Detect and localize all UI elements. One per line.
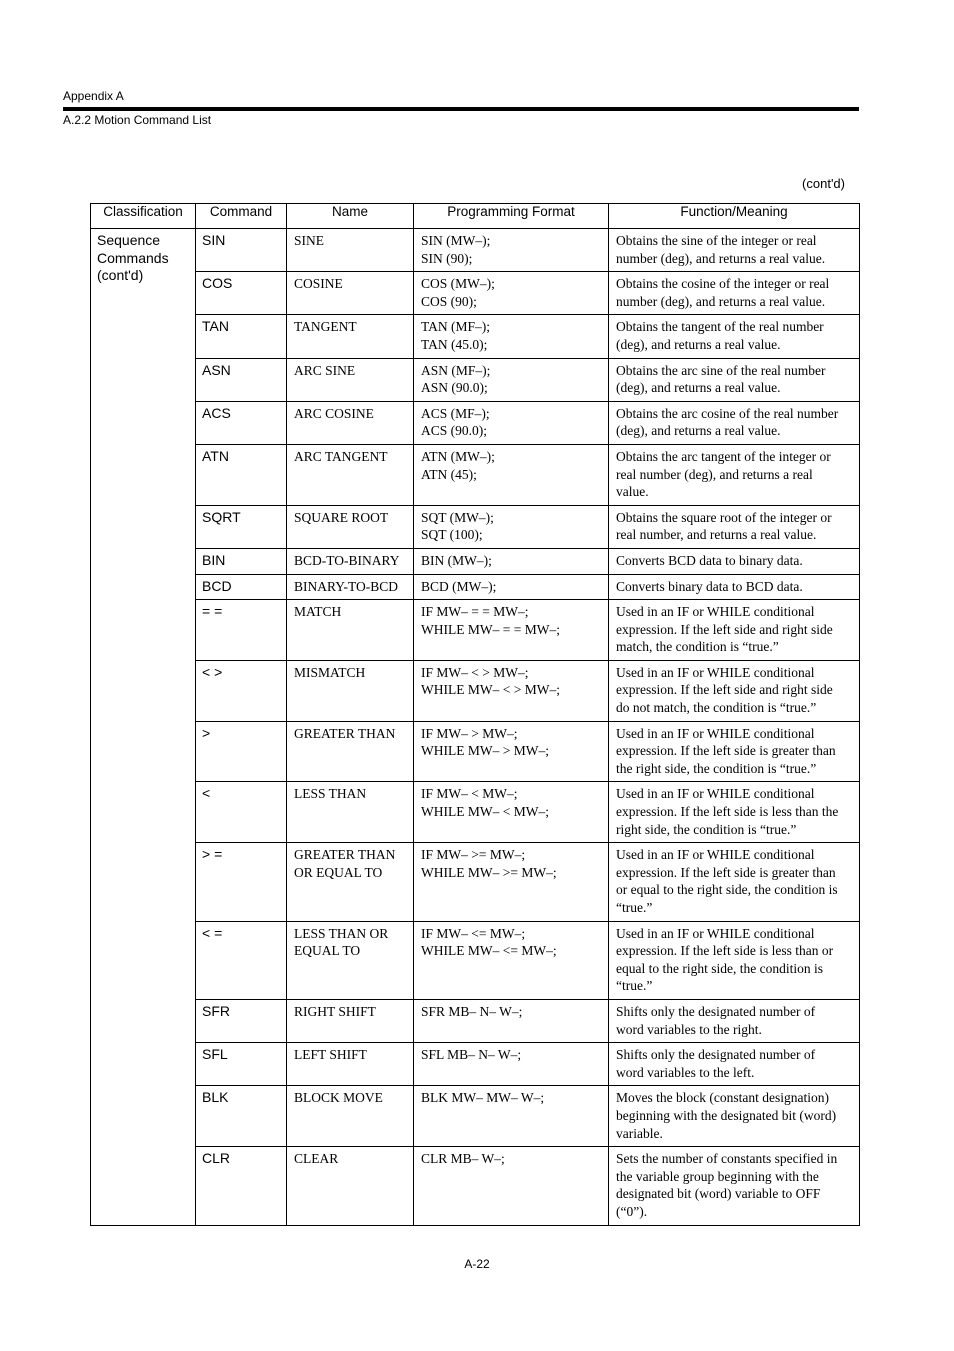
table-row	[91, 401, 860, 444]
cell-line: MISMATCH	[294, 664, 366, 680]
cell-line: GREATER THAN	[294, 725, 396, 741]
name-cell	[287, 358, 414, 401]
continued-label: (cont'd)	[802, 176, 845, 191]
command-cell: = =	[196, 600, 287, 661]
format-cell	[414, 444, 609, 505]
cell-line: WHILE MW– <= MW–;	[421, 943, 557, 959]
cell-line: Obtains the arc sine of the real number	[616, 362, 826, 378]
format-cell	[414, 505, 609, 548]
format-cell	[414, 315, 609, 358]
table-row	[91, 660, 860, 721]
cell-line: do not match, the condition is “true.”	[616, 700, 817, 716]
cell-line: the variable group beginning with the	[616, 1168, 819, 1184]
function-cell	[609, 721, 860, 782]
cell-line: Moves the block (constant designation)	[616, 1090, 829, 1106]
cell-line: BCD-TO-BINARY	[294, 552, 400, 568]
cell-line: WHILE MW– = = MW–;	[421, 621, 560, 637]
function-cell	[609, 444, 860, 505]
name-cell	[287, 401, 414, 444]
cell-line: BIN (MW–);	[421, 552, 492, 568]
cell-line: (deg), and returns a real value.	[616, 380, 781, 396]
cell-line: WHILE MW– > MW–;	[421, 743, 549, 759]
cell-line: (deg), and returns a real value.	[616, 423, 781, 439]
cell-line: Sequence	[97, 232, 161, 248]
cell-line: expression. If the left side and right side	[616, 682, 833, 698]
table-row	[91, 574, 860, 600]
table-row	[91, 721, 860, 782]
cell-line: ACS (MF–);	[421, 405, 490, 421]
cell-line: Converts binary data to BCD data.	[616, 578, 803, 594]
cell-line: TANGENT	[294, 319, 357, 335]
function-cell	[609, 600, 860, 661]
cell-line: TAN (45.0);	[421, 336, 488, 352]
cell-line: ASN (90.0);	[421, 380, 488, 396]
name-cell	[287, 505, 414, 548]
cell-line: MATCH	[294, 604, 342, 620]
command-cell: CLR	[196, 1147, 287, 1225]
cell-line: WHILE MW– >= MW–;	[421, 864, 557, 880]
table-row	[91, 600, 860, 661]
cell-line: COS (90);	[421, 293, 477, 309]
function-cell	[609, 1043, 860, 1086]
cell-line: Obtains the cosine of the integer or real	[616, 276, 830, 292]
cell-line: BINARY-TO-BCD	[294, 578, 399, 594]
function-cell	[609, 1086, 860, 1147]
command-cell: < =	[196, 921, 287, 999]
cell-line: or equal to the right side, the condition is	[616, 882, 838, 898]
cell-line: Commands	[97, 249, 169, 266]
cell-line: word variables to the left.	[616, 1064, 755, 1080]
cell-line: COS (MW–);	[421, 276, 495, 292]
command-cell: BLK	[196, 1086, 287, 1147]
cell-line: SFL MB– N– W–;	[421, 1047, 522, 1063]
format-cell	[414, 660, 609, 721]
cell-line: beginning with the designated bit (word)	[616, 1107, 837, 1123]
function-cell	[609, 999, 860, 1042]
function-cell	[609, 782, 860, 843]
command-cell: SQRT	[196, 505, 287, 548]
format-cell	[414, 548, 609, 574]
function-cell	[609, 1147, 860, 1225]
cell-line: IF MW– > MW–;	[421, 725, 518, 741]
cell-line: value.	[616, 484, 649, 500]
cell-line: real number, and returns a real value.	[616, 527, 817, 543]
format-cell	[414, 721, 609, 782]
table-row	[91, 229, 860, 272]
cell-line: designated bit (word) variable to OFF	[616, 1186, 821, 1202]
cell-line: Obtains the arc tangent of the integer or	[616, 448, 831, 464]
name-cell	[287, 1147, 414, 1225]
format-cell	[414, 782, 609, 843]
cell-line: SFR MB– N– W–;	[421, 1003, 523, 1019]
cell-line: expression. If the left side is less than or	[616, 943, 834, 959]
name-cell	[287, 315, 414, 358]
cell-line: SIN (90);	[421, 250, 473, 266]
table-row	[91, 505, 860, 548]
name-cell	[287, 229, 414, 272]
table-row	[91, 1147, 860, 1225]
cell-line: CLR MB– W–;	[421, 1151, 505, 1167]
cell-line: IF MW– >= MW–;	[421, 847, 526, 863]
table-row	[91, 358, 860, 401]
format-cell	[414, 999, 609, 1042]
command-cell: <	[196, 782, 287, 843]
name-cell	[287, 444, 414, 505]
cell-line: (deg), and returns a real value.	[616, 336, 781, 352]
cell-line: SQT (100);	[421, 527, 483, 543]
name-cell	[287, 1086, 414, 1147]
cell-line: “true.”	[616, 978, 653, 994]
command-cell: < >	[196, 660, 287, 721]
command-cell: SFR	[196, 999, 287, 1042]
format-cell	[414, 1147, 609, 1225]
cell-line: WHILE MW– < > MW–;	[421, 682, 560, 698]
cell-line: Used in an IF or WHILE conditional	[616, 664, 815, 680]
cell-line: Used in an IF or WHILE conditional	[616, 604, 815, 620]
cell-line: Shifts only the designated number of	[616, 1003, 816, 1019]
cell-line: SQUARE ROOT	[294, 509, 389, 525]
cell-line: IF MW– = = MW–;	[421, 604, 529, 620]
cell-line: Used in an IF or WHILE conditional	[616, 925, 815, 941]
format-cell	[414, 229, 609, 272]
header-rule	[63, 107, 859, 111]
command-cell: COS	[196, 272, 287, 315]
command-cell: TAN	[196, 315, 287, 358]
cell-line: Obtains the tangent of the real number	[616, 319, 824, 335]
command-cell: > =	[196, 843, 287, 921]
cell-line: Used in an IF or WHILE conditional	[616, 847, 815, 863]
cell-line: ARC COSINE	[294, 405, 374, 421]
function-cell	[609, 548, 860, 574]
cell-line: BLOCK MOVE	[294, 1090, 383, 1106]
column-header-function-meaning: Function/Meaning	[609, 204, 860, 229]
command-cell: BCD	[196, 574, 287, 600]
cell-line: ARC SINE	[294, 362, 356, 378]
cell-line: number (deg), and returns a real value.	[616, 293, 826, 309]
table-row	[91, 315, 860, 358]
cell-line: Sets the number of constants specified in	[616, 1151, 838, 1167]
name-cell	[287, 600, 414, 661]
function-cell	[609, 229, 860, 272]
cell-line: ATN (MW–);	[421, 448, 495, 464]
name-cell	[287, 921, 414, 999]
format-cell	[414, 358, 609, 401]
cell-line: match, the condition is “true.”	[616, 639, 779, 655]
table-row	[91, 272, 860, 315]
function-cell	[609, 843, 860, 921]
classification-cell	[91, 229, 196, 1226]
cell-line: WHILE MW– < MW–;	[421, 804, 549, 820]
cell-line: Used in an IF or WHILE conditional	[616, 725, 815, 741]
name-cell	[287, 660, 414, 721]
cell-line: IF MW– < > MW–;	[421, 664, 529, 680]
command-cell: SIN	[196, 229, 287, 272]
cell-line: equal to the right side, the condition is	[616, 960, 823, 976]
cell-line: EQUAL TO	[294, 943, 361, 959]
name-cell	[287, 999, 414, 1042]
command-cell: >	[196, 721, 287, 782]
cell-line: Obtains the arc cosine of the real number	[616, 405, 839, 421]
table-row	[91, 921, 860, 999]
cell-line: OR EQUAL TO	[294, 864, 383, 880]
cell-line: number (deg), and returns a real value.	[616, 250, 826, 266]
cell-line: SQT (MW–);	[421, 509, 494, 525]
cell-line: TAN (MF–);	[421, 319, 491, 335]
function-cell	[609, 505, 860, 548]
cell-line: CLEAR	[294, 1151, 339, 1167]
column-header-classification: Classification	[91, 204, 196, 229]
format-cell	[414, 574, 609, 600]
cell-line: Obtains the square root of the integer or	[616, 509, 832, 525]
cell-line: LESS THAN	[294, 786, 367, 802]
page-number: A-22	[464, 1257, 490, 1271]
cell-line: BLK MW– MW– W–;	[421, 1090, 545, 1106]
cell-line: (cont'd)	[97, 267, 144, 284]
function-cell	[609, 921, 860, 999]
table-row	[91, 1043, 860, 1086]
function-cell	[609, 358, 860, 401]
name-cell	[287, 272, 414, 315]
function-cell	[609, 315, 860, 358]
column-header-programming-format: Programming Format	[414, 204, 609, 229]
table-row	[91, 548, 860, 574]
cell-line: ATN (45);	[421, 466, 477, 482]
table-row	[91, 843, 860, 921]
format-cell	[414, 600, 609, 661]
cell-line: ACS (90.0);	[421, 423, 488, 439]
function-cell	[609, 401, 860, 444]
cell-line: BCD (MW–);	[421, 578, 497, 594]
function-cell	[609, 574, 860, 600]
name-cell	[287, 721, 414, 782]
format-cell	[414, 401, 609, 444]
cell-line: ASN (MF–);	[421, 362, 491, 378]
command-cell: SFL	[196, 1043, 287, 1086]
format-cell	[414, 1043, 609, 1086]
format-cell	[414, 1086, 609, 1147]
cell-line: expression. If the left side and right side	[616, 621, 833, 637]
command-cell: ACS	[196, 401, 287, 444]
cell-line: RIGHT SHIFT	[294, 1003, 376, 1019]
section-header: Appendix A	[63, 89, 124, 103]
cell-line: LESS THAN OR	[294, 925, 389, 941]
subsection-header: A.2.2 Motion Command List	[63, 113, 212, 127]
table-row	[91, 782, 860, 843]
table-header-row	[91, 204, 860, 229]
column-header-command: Command	[196, 204, 287, 229]
command-cell: BIN	[196, 548, 287, 574]
cell-line: (“0”).	[616, 1203, 648, 1219]
cell-line: “true.”	[616, 900, 653, 915]
cell-line: Used in an IF or WHILE conditional	[616, 786, 815, 802]
cell-line: word variables to the right.	[616, 1021, 762, 1037]
function-cell	[609, 660, 860, 721]
name-cell	[287, 1043, 414, 1086]
cell-line: variable.	[616, 1125, 663, 1141]
cell-line: ARC TANGENT	[294, 448, 388, 464]
format-cell	[414, 921, 609, 999]
cell-line: expression. If the left side is greater than	[616, 743, 836, 759]
cell-line: Converts BCD data to binary data.	[616, 552, 803, 568]
table-row	[91, 1086, 860, 1147]
function-cell	[609, 272, 860, 315]
cell-line: real number (deg), and returns a real	[616, 466, 813, 482]
cell-line: IF MW– <= MW–;	[421, 925, 526, 941]
cell-line: SINE	[294, 233, 324, 248]
table-row	[91, 999, 860, 1042]
cell-line: Obtains the sine of the integer or real	[616, 233, 817, 248]
cell-line: SIN (MW–);	[421, 233, 491, 248]
command-cell: ASN	[196, 358, 287, 401]
cell-line: the right side, the condition is “true.”	[616, 760, 817, 776]
cell-line: IF MW– < MW–;	[421, 786, 518, 802]
cell-line: expression. If the left side is less than the	[616, 804, 839, 820]
format-cell	[414, 272, 609, 315]
motion-command-table	[90, 203, 860, 1226]
command-cell: ATN	[196, 444, 287, 505]
column-header-name: Name	[287, 204, 414, 229]
name-cell	[287, 548, 414, 574]
name-cell	[287, 843, 414, 921]
cell-line: right side, the condition is “true.”	[616, 821, 797, 837]
name-cell	[287, 574, 414, 600]
name-cell	[287, 782, 414, 843]
table-row	[91, 444, 860, 505]
cell-line: expression. If the left side is greater than	[616, 864, 836, 880]
format-cell	[414, 843, 609, 921]
cell-line: COSINE	[294, 276, 343, 292]
cell-line: Shifts only the designated number of	[616, 1047, 816, 1063]
cell-line: LEFT SHIFT	[294, 1047, 367, 1063]
cell-line: GREATER THAN	[294, 847, 396, 863]
table-body	[91, 229, 860, 1226]
